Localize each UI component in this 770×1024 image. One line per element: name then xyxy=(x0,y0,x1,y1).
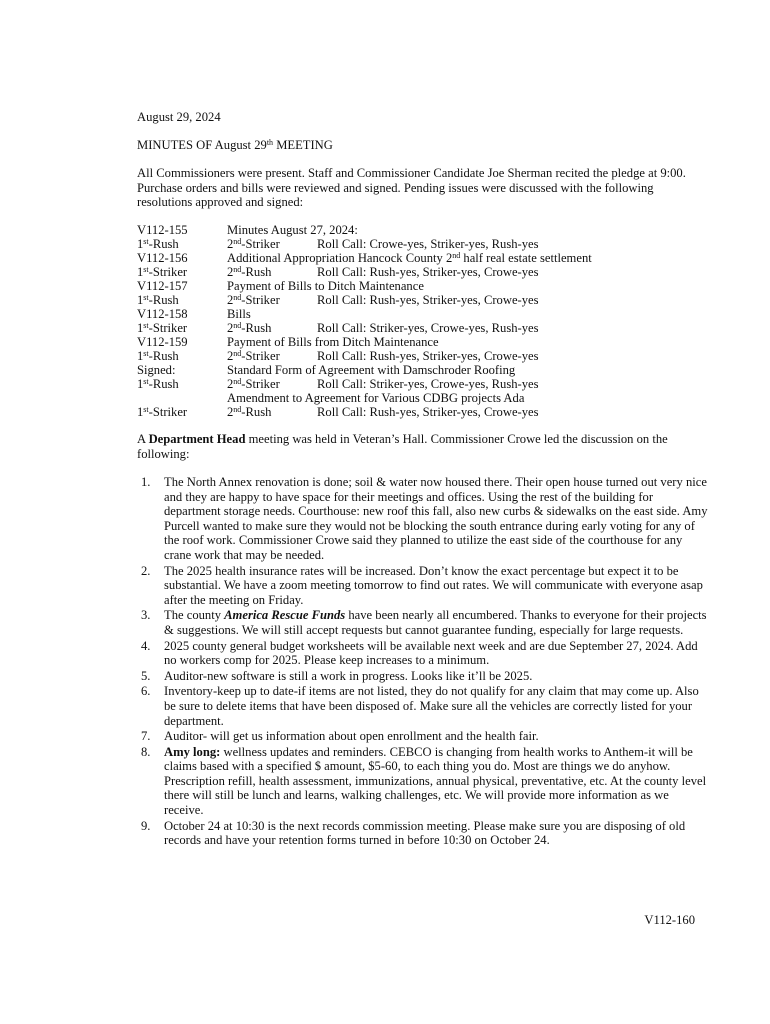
list-item xyxy=(137,819,709,848)
roll-call: Roll Call: Crowe-yes, Striker-yes, Rush-yes xyxy=(317,237,539,251)
resolutions-table xyxy=(137,223,717,419)
item-number: 1. xyxy=(141,475,151,489)
vote-row xyxy=(137,377,717,391)
second-motion: 2nd-Striker xyxy=(227,377,280,391)
item-text: The county America Rescue Funds have been nearly all encumbered. Thanks to everyone for their projects & suggestions. We will still accept requests but cannot guarantee funding, especially for large requests. xyxy=(164,608,707,637)
meeting-date: August 29, 2024 xyxy=(137,110,221,124)
item-number: 4. xyxy=(141,638,151,653)
resolution-title: Amendment to Agreement for Various CDBG projects Ada xyxy=(227,391,525,405)
resolution-title: Minutes August 27, 2024: xyxy=(227,223,358,237)
second-motion: 2nd-Striker xyxy=(227,349,280,363)
vote-row xyxy=(137,293,717,307)
vote-row xyxy=(137,237,717,251)
list-item xyxy=(137,669,709,684)
list-item xyxy=(137,564,709,608)
first-motion: 1st-Striker xyxy=(137,405,188,419)
title-suffix: MEETING xyxy=(273,138,333,152)
item-text: Auditor- will get us information about open enrollment and the health fair. xyxy=(164,729,539,744)
item-number: 5. xyxy=(141,668,151,683)
rescue-funds-emphasis: America Rescue Funds xyxy=(224,608,346,623)
resolution-title: Payment of Bills from Ditch Maintenance xyxy=(227,335,439,349)
first-motion: 1st-Striker xyxy=(137,321,188,335)
resolution-title: Bills xyxy=(227,307,251,321)
item-text: The 2025 health insurance rates will be increased. Don’t know the exact percentage but expect it to be substantial. We have a zoom meeting tomorrow to find out rates. We will communicate with everyone asap after the meeting on Friday. xyxy=(164,563,703,607)
first-motion: 1st-Rush xyxy=(137,377,179,391)
list-item xyxy=(137,639,709,668)
second-motion: 2nd-Rush xyxy=(227,405,272,419)
resolution-id: V112-156 xyxy=(137,251,188,265)
list-item xyxy=(137,729,709,744)
vote-row xyxy=(137,405,717,419)
resolution-title: Standard Form of Agreement with Damschroder Roofing xyxy=(227,363,516,377)
item-text: October 24 at 10:30 is the next records commission meeting. Please make sure you are disposing of old records and have your retention forms turned in before 10:30 on October 24. xyxy=(164,818,686,848)
first-motion: 1st-Rush xyxy=(137,349,179,363)
resolution-title: Payment of Bills to Ditch Maintenance xyxy=(227,279,424,293)
item-number: 7. xyxy=(141,729,151,744)
item-text: The North Annex renovation is done; soil & water now housed there. Their open house turned out very nice and they are happy to have space for their meetings and offices. Using the rest of the building for department storage needs. Courthouse: new roof this fall, also new curbs & sidewalks on the east side. Amy Purcell wanted to make sure they would not be blocking the south entrance during early voting for any of the roof work. Commissioner Crowe said they planned to utilize the east side of the courthouse for any crane work that may be needed. xyxy=(164,475,708,562)
item-number: 2. xyxy=(141,563,151,578)
item-text: Inventory-keep up to date-if items are not listed, they do not qualify for any claim that may come up. Also be sure to delete items that have been disposed of. Make sure all the vehicles are correctly listed for your department. xyxy=(164,684,699,728)
second-motion: 2nd-Rush xyxy=(227,265,272,279)
item-text: Amy long: wellness updates and reminders. CEBCO is changing from health works to Anthem-it will be claims based with a specified $ amount, $5-60, to each thing you do. Most are things we do anyhow. Prescription refill, health assessment, immunizations, annual physical, preventative, etc. At the county level there will still be lunch and learns, walking challenges, etc. We will provide more information as we receive. xyxy=(164,744,707,818)
resolution-number-footer: V112-160 xyxy=(644,913,695,927)
list-item xyxy=(137,684,709,728)
list-item xyxy=(137,475,709,563)
resolution-title: Additional Appropriation Hancock County 2nd half real estate settlement xyxy=(227,251,592,265)
resolution-row xyxy=(137,279,717,293)
minutes-title xyxy=(137,138,707,153)
resolution-id: V112-155 xyxy=(137,223,188,237)
first-motion: 1st-Rush xyxy=(137,293,179,307)
resolution-id: V112-157 xyxy=(137,279,188,293)
list-item xyxy=(137,745,709,818)
resolution-id: Signed: xyxy=(137,363,176,377)
item-number: 6. xyxy=(141,684,151,699)
department-head-paragraph: A Department Head meeting was held in Veteran’s Hall. Commissioner Crowe led the discussion on the following: xyxy=(137,432,668,461)
resolution-id: V112-158 xyxy=(137,307,188,321)
discussion-list xyxy=(137,475,709,849)
second-motion: 2nd-Striker xyxy=(227,293,280,307)
item-text: 2025 county general budget worksheets will be available next week and are due September 27, 2024. Add no workers comp for 2025. Please keep increases to a minimum. xyxy=(164,638,698,668)
intro-paragraph: All Commissioners were present. Staff and Commissioner Candidate Joe Sherman recited the pledge at 9:00. Purchase orders and bills were reviewed and signed. Pending issues were discussed with the following resolutions approved and signed: xyxy=(137,166,686,210)
roll-call: Roll Call: Rush-yes, Striker-yes, Crowe-yes xyxy=(317,405,539,419)
item-number: 8. xyxy=(141,744,151,759)
first-motion: 1st-Rush xyxy=(137,237,179,251)
list-item xyxy=(137,608,709,637)
title-prefix: MINUTES OF August 29 xyxy=(137,138,267,152)
resolution-row xyxy=(137,363,717,377)
resolution-row xyxy=(137,223,717,237)
vote-row xyxy=(137,265,717,279)
first-motion: 1st-Striker xyxy=(137,265,188,279)
roll-call: Roll Call: Striker-yes, Crowe-yes, Rush-yes xyxy=(317,377,539,391)
item-number: 9. xyxy=(141,818,151,833)
resolution-row xyxy=(137,335,717,349)
roll-call: Roll Call: Rush-yes, Striker-yes, Crowe-yes xyxy=(317,293,539,307)
roll-call: Roll Call: Striker-yes, Crowe-yes, Rush-yes xyxy=(317,321,539,335)
title-sup: th xyxy=(266,138,274,147)
vote-row xyxy=(137,321,717,335)
roll-call: Roll Call: Rush-yes, Striker-yes, Crowe-yes xyxy=(317,265,539,279)
item-text: Auditor-new software is still a work in progress. Looks like it’ll be 2025. xyxy=(164,668,533,683)
vote-row xyxy=(137,349,717,363)
resolution-id: V112-159 xyxy=(137,335,188,349)
department-head-bold: Department Head xyxy=(148,432,246,446)
resolution-row xyxy=(137,391,717,405)
second-motion: 2nd-Striker xyxy=(227,237,280,251)
resolution-row xyxy=(137,307,717,321)
roll-call: Roll Call: Rush-yes, Striker-yes, Crowe-yes xyxy=(317,349,539,363)
amy-long-bold: Amy long: xyxy=(164,744,221,759)
item-number: 3. xyxy=(141,608,151,623)
second-motion: 2nd-Rush xyxy=(227,321,272,335)
resolution-row xyxy=(137,251,717,265)
